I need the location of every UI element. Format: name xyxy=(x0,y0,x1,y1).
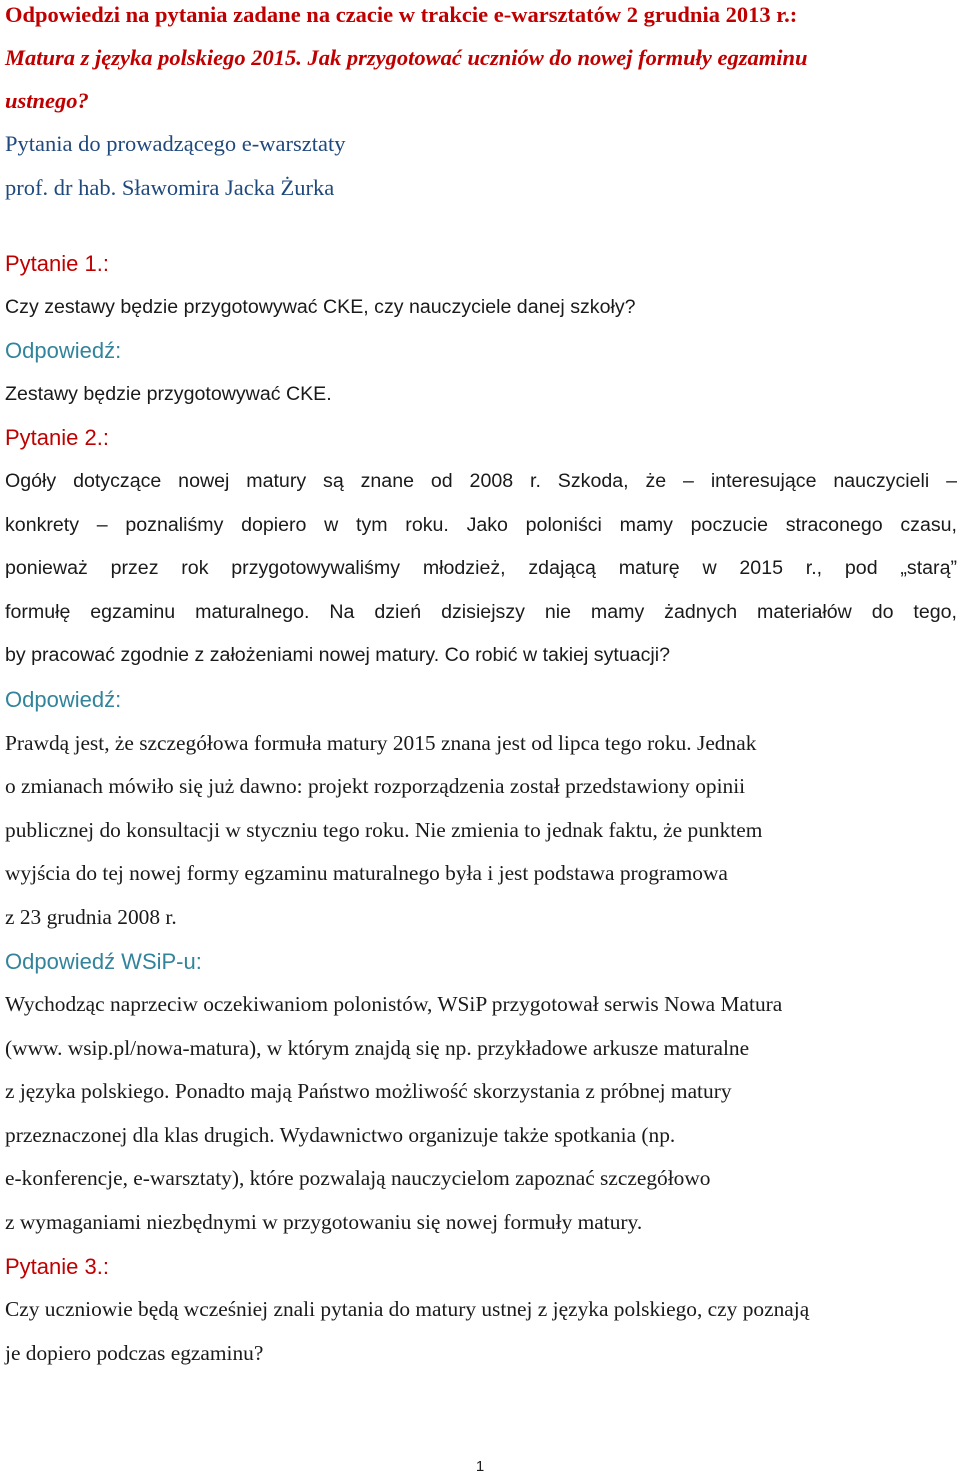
answer-2-text xyxy=(5,722,957,940)
question-1-label: Pytanie 1.: xyxy=(5,251,109,276)
question-3-line: je dopiero podczas egzaminu? xyxy=(5,1340,264,1365)
document-title xyxy=(5,0,957,122)
question-2-text xyxy=(5,460,957,678)
spacer xyxy=(5,209,957,242)
question-2-label: Pytanie 2.: xyxy=(5,425,109,451)
question-2 xyxy=(5,416,957,1244)
question-3-label: Pytanie 3.: xyxy=(5,1253,109,1279)
answer-2-line: wyjścia do tej nowej formy egzaminu maturalnego była i jest podstawa programowa xyxy=(5,861,728,886)
answer-1-label: Odpowiedź: xyxy=(5,338,122,364)
title-line-2: Matura z języka polskiego 2015. Jak przygotować uczniów do nowej formuły egzaminu xyxy=(5,45,808,70)
wsip-answer-text xyxy=(5,983,957,1245)
title-line-3: ustnego? xyxy=(5,88,89,113)
wsip-answer-line: e-konferencje, e-warsztaty), które pozwalają nauczycielom zapoznać szczegółowo xyxy=(5,1166,711,1191)
subtitle-line-2: prof. dr hab. Sławomira Jacka Żurka xyxy=(5,174,335,200)
answer-2-line: z 23 grudnia 2008 r. xyxy=(5,904,177,929)
wsip-answer-line: z języka polskiego. Ponadto mają Państwo możliwość skorzystania z próbnej matury xyxy=(5,1079,732,1104)
wsip-answer-line: z wymaganiami niezbędnymi w przygotowaniu się nowej formuły matury. xyxy=(5,1210,643,1235)
wsip-answer-line: Wychodząc naprzeciw oczekiwaniom polonistów, WSiP przygotował serwis Nowa Matura xyxy=(5,992,783,1017)
question-2-line: formułę egzaminu maturalnego. Na dzień dzisiejszy nie mamy żadnych materiałów do tego, xyxy=(5,600,957,623)
page-number: 1 xyxy=(475,1458,485,1475)
document-subtitle xyxy=(5,122,957,209)
document-page xyxy=(5,0,957,1375)
answer-2-label: Odpowiedź: xyxy=(5,686,122,712)
question-2-line: ponieważ przez rok przygotowywaliśmy młodzież, zdającą maturę w 2015 r., pod „starą” xyxy=(5,557,957,580)
question-1-text: Czy zestawy będzie przygotowywać CKE, czy nauczyciele danej szkoły? xyxy=(5,295,636,318)
answer-2-line: publicznej do konsultacji w styczniu tego roku. Nie zmienia to jednak faktu, że punktem xyxy=(5,817,763,842)
question-3-text xyxy=(5,1288,957,1375)
wsip-answer-label: Odpowiedź WSiP-u: xyxy=(5,948,202,974)
question-1 xyxy=(5,242,957,416)
question-3 xyxy=(5,1245,957,1376)
question-2-line: Ogóły dotyczące nowej matury są znane od 2008 r. Szkoda, że – interesujące nauczycieli – xyxy=(5,469,957,492)
question-3-line: Czy uczniowie będą wcześniej znali pytania do matury ustnej z języka polskiego, czy poznają xyxy=(5,1297,810,1322)
answer-2-line: Prawdą jest, że szczegółowa formuła matury 2015 znana jest od lipca tego roku. Jednak xyxy=(5,730,757,755)
subtitle-line-1: Pytania do prowadzącego e-warsztaty xyxy=(5,131,346,156)
title-line-1: Odpowiedzi na pytania zadane na czacie w trakcie e-warsztatów 2 grudnia 2013 r.: xyxy=(5,2,798,27)
question-2-line: by pracować zgodnie z założeniami nowej matury. Co robić w takiej sytuacji? xyxy=(5,644,671,667)
wsip-answer-line: przeznaczonej dla klas drugich. Wydawnictwo organizuje także spotkania (np. xyxy=(5,1122,676,1147)
question-2-line: konkrety – poznaliśmy dopiero w tym roku. Jako poloniści mamy poczucie straconego czasu, xyxy=(5,513,957,536)
wsip-answer-line: (www. wsip.pl/nowa-matura), w którym znajdą się np. przykładowe arkusze maturalne xyxy=(5,1035,750,1060)
answer-2-line: o zmianach mówiło się już dawno: projekt rozporządzenia został przedstawiony opinii xyxy=(5,774,746,799)
answer-1-text: Zestawy będzie przygotowywać CKE. xyxy=(5,382,332,405)
